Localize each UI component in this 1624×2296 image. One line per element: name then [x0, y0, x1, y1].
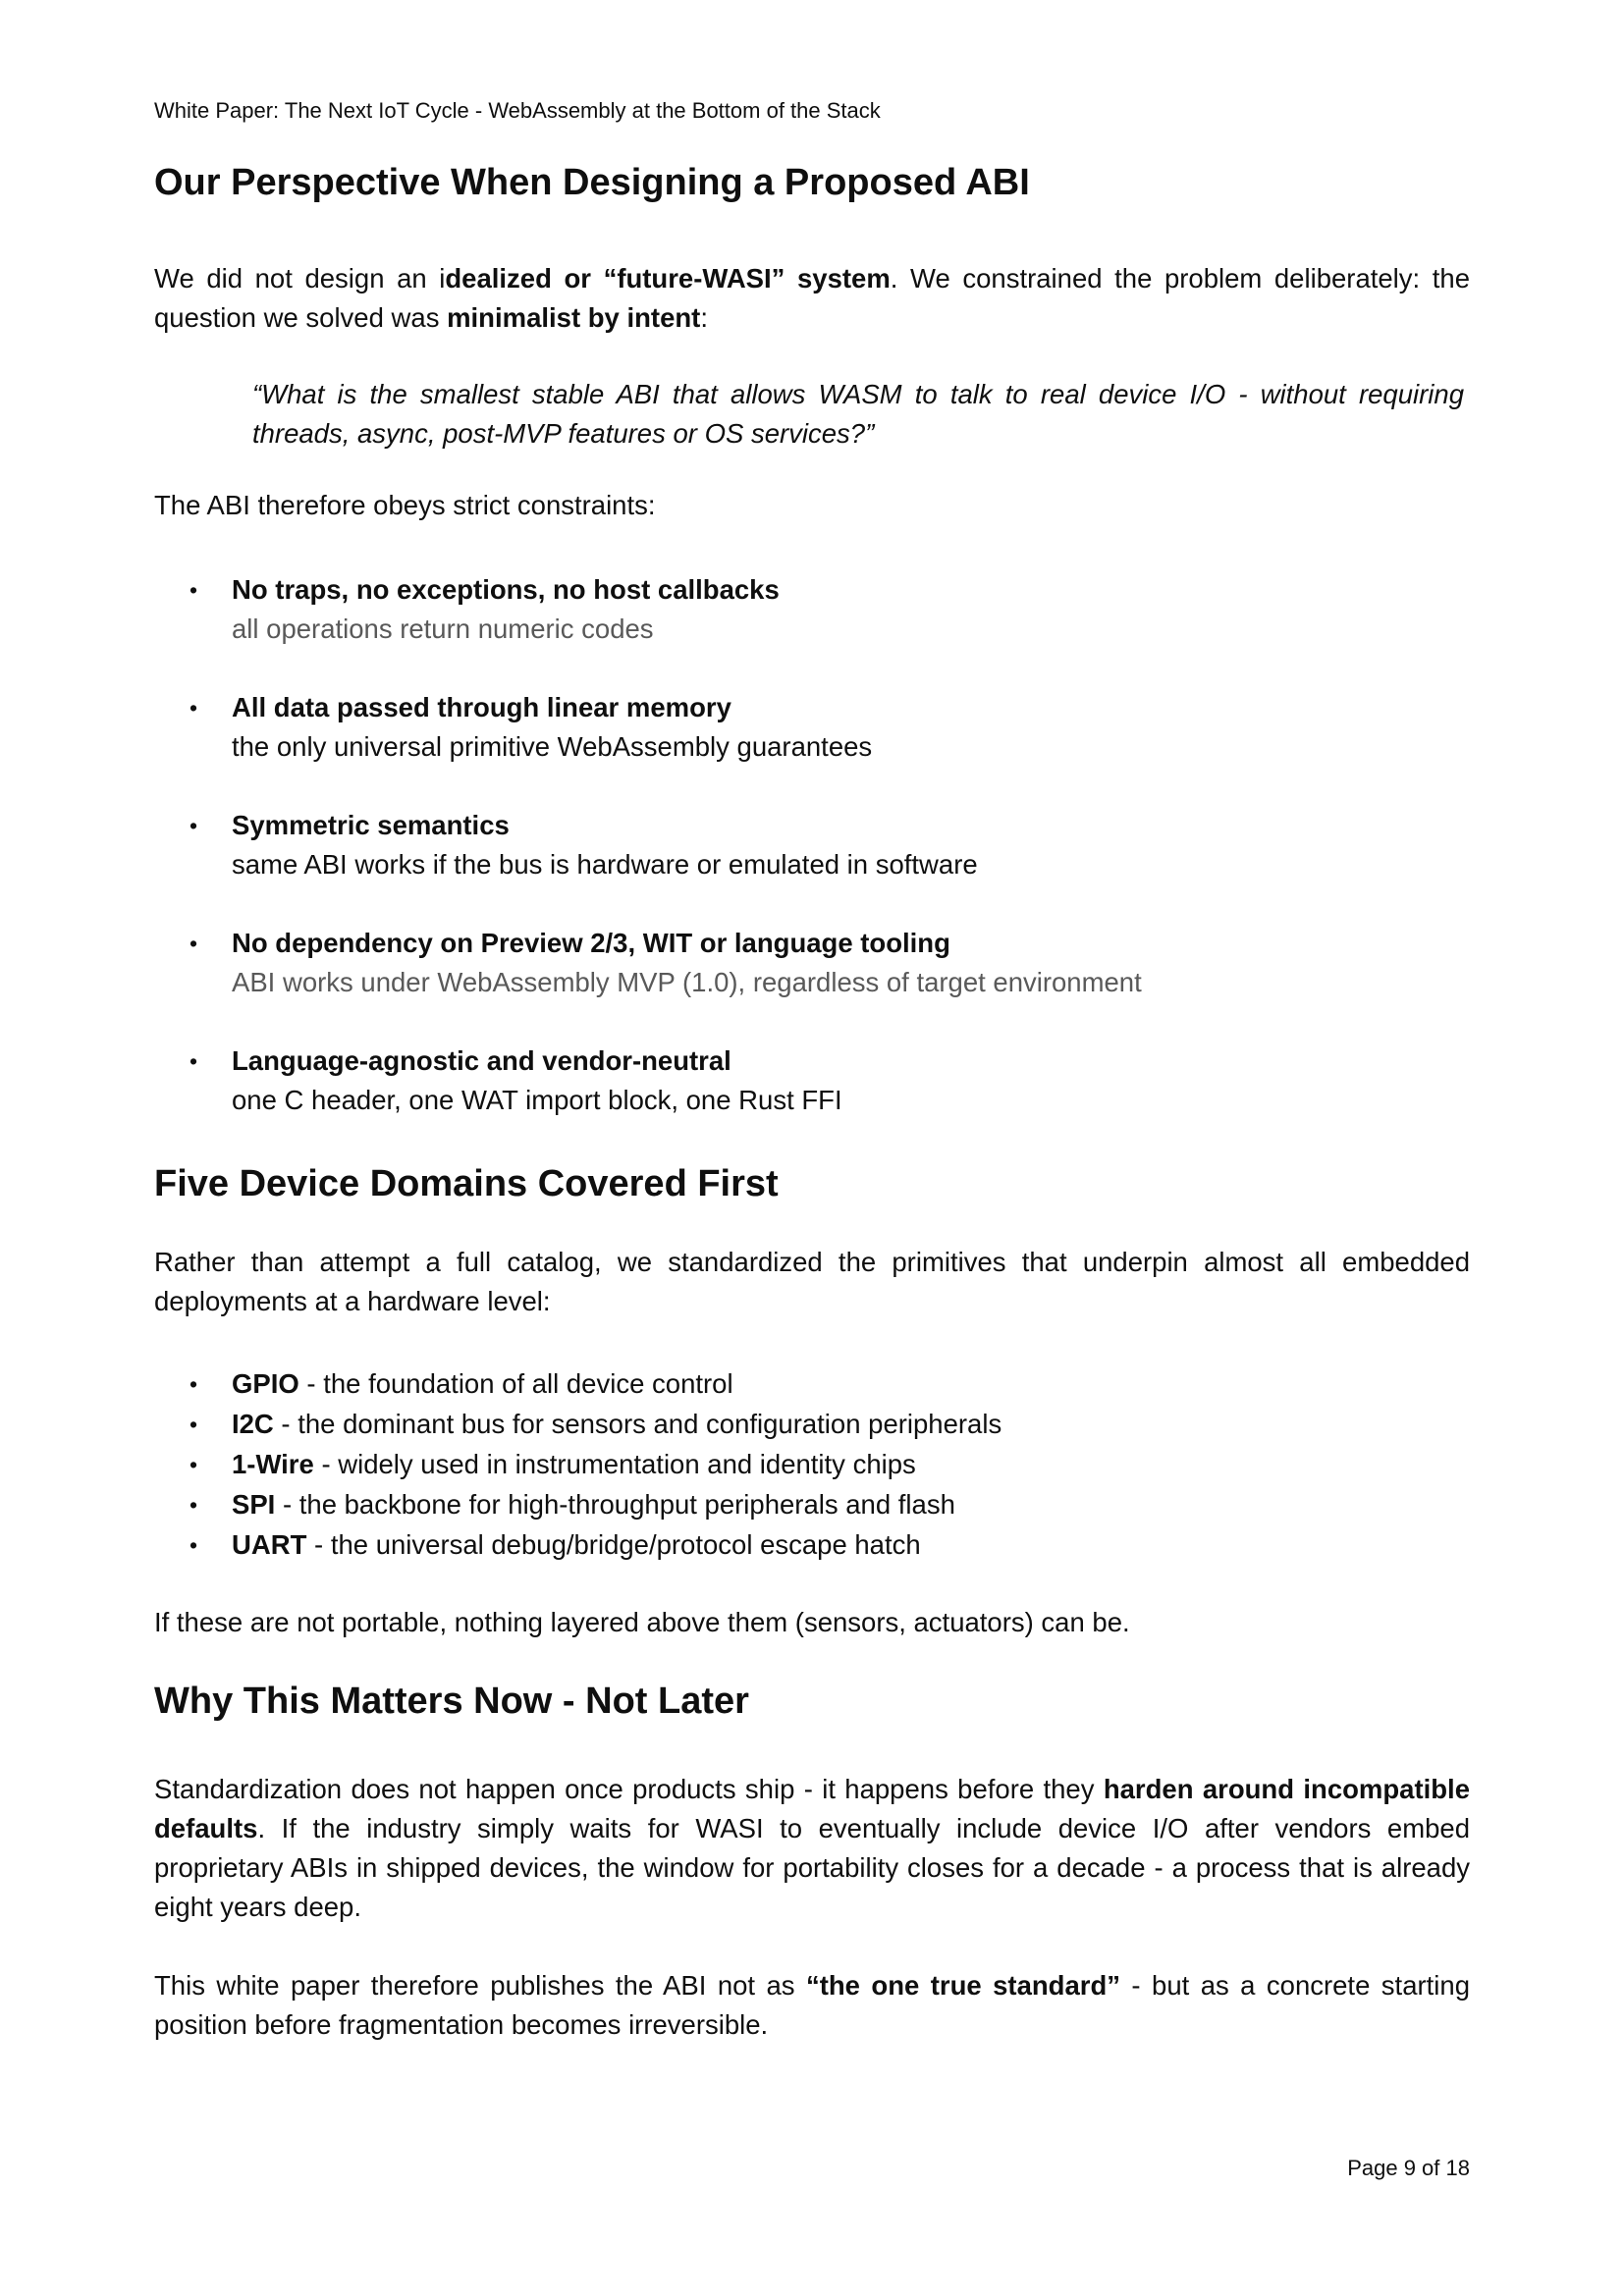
constraint-title: • Symmetric semantics — [232, 810, 510, 840]
design-question-quote: “What is the smallest stable ABI that allows WASM to talk to real device I/O - without requiring threads, async, post-MVP features or OS services?” — [252, 379, 1464, 449]
constraint-title: • No dependency on Preview 2/3, WIT or language tooling — [232, 928, 950, 958]
page-number: Page 9 of 18 — [1347, 2156, 1470, 2180]
device-description: - the backbone for high-throughput peripherals and flash — [275, 1489, 955, 1520]
device-term: SPI — [232, 1489, 276, 1520]
device-term: I2C — [232, 1409, 274, 1439]
constraint-title: • No traps, no exceptions, no host callbacks — [232, 574, 780, 605]
device-description: - the dominant bus for sensors and configuration peripherals — [273, 1409, 1002, 1439]
constraint-item — [154, 924, 1470, 1002]
constraints-lead: The ABI therefore obeys strict constraints: — [154, 490, 656, 520]
why-paragraph-1: Standardization does not happen once products ship - it happens before they harden around incompatible defaults. If the industry simply waits for WASI to eventually include device I/O after vendors embed proprietary ABIs in shipped devices, the window for portability closes for a decade - a process that is already eight years deep. — [154, 1774, 1470, 1922]
domains-intro-paragraph: Rather than attempt a full catalog, we standardized the primitives that underpin almost all embedded deployments at a hardware level: — [154, 1247, 1470, 1316]
section-title-perspective: Our Perspective When Designing a Proposed ABI — [154, 162, 1030, 203]
device-description: - the universal debug/bridge/protocol escape hatch — [306, 1529, 921, 1560]
device-item — [154, 1445, 1470, 1484]
device-description: - the foundation of all device control — [298, 1368, 733, 1399]
constraint-item — [154, 1041, 1470, 1120]
perspective-intro-paragraph: We did not design an idealized or “future-WASI” system. We constrained the problem deliberately: the question we solved was minimalist by intent: — [154, 263, 1470, 333]
constraint-detail: same ABI works if the bus is hardware or emulated in software — [232, 849, 978, 880]
constraint-item — [154, 570, 1470, 649]
constraints-list — [154, 570, 1470, 1120]
section-title-domains: Five Device Domains Covered First — [154, 1163, 779, 1204]
device-domains-list — [154, 1364, 1470, 1565]
constraint-title: • All data passed through linear memory — [232, 692, 731, 722]
device-item — [154, 1485, 1470, 1524]
device-description: - widely used in instrumentation and identity chips — [313, 1449, 916, 1479]
device-term: UART — [232, 1529, 307, 1560]
device-item — [154, 1405, 1470, 1444]
constraint-item — [154, 806, 1470, 884]
domains-outro-paragraph: If these are not portable, nothing layered above them (sensors, actuators) can be. — [154, 1607, 1130, 1637]
constraint-detail: one C header, one WAT import block, one Rust FFI — [232, 1085, 842, 1115]
why-paragraph-2: This white paper therefore publishes the ABI not as “the one true standard” - but as a concrete starting position before fragmentation becomes irreversible. — [154, 1970, 1470, 2040]
constraint-detail: the only universal primitive WebAssembly guarantees — [232, 731, 873, 762]
constraint-item — [154, 688, 1470, 767]
document-header-title: White Paper: The Next IoT Cycle - WebAssembly at the Bottom of the Stack — [154, 98, 881, 123]
device-term: 1-Wire — [232, 1449, 314, 1479]
section-title-why: Why This Matters Now - Not Later — [154, 1681, 749, 1722]
device-item — [154, 1525, 1470, 1565]
constraint-detail: ABI works under WebAssembly MVP (1.0), regardless of target environment — [232, 967, 1142, 997]
constraint-detail: all operations return numeric codes — [232, 614, 654, 644]
device-item — [154, 1364, 1470, 1404]
constraint-title: • Language-agnostic and vendor-neutral — [232, 1045, 731, 1076]
device-term: GPIO — [232, 1368, 299, 1399]
